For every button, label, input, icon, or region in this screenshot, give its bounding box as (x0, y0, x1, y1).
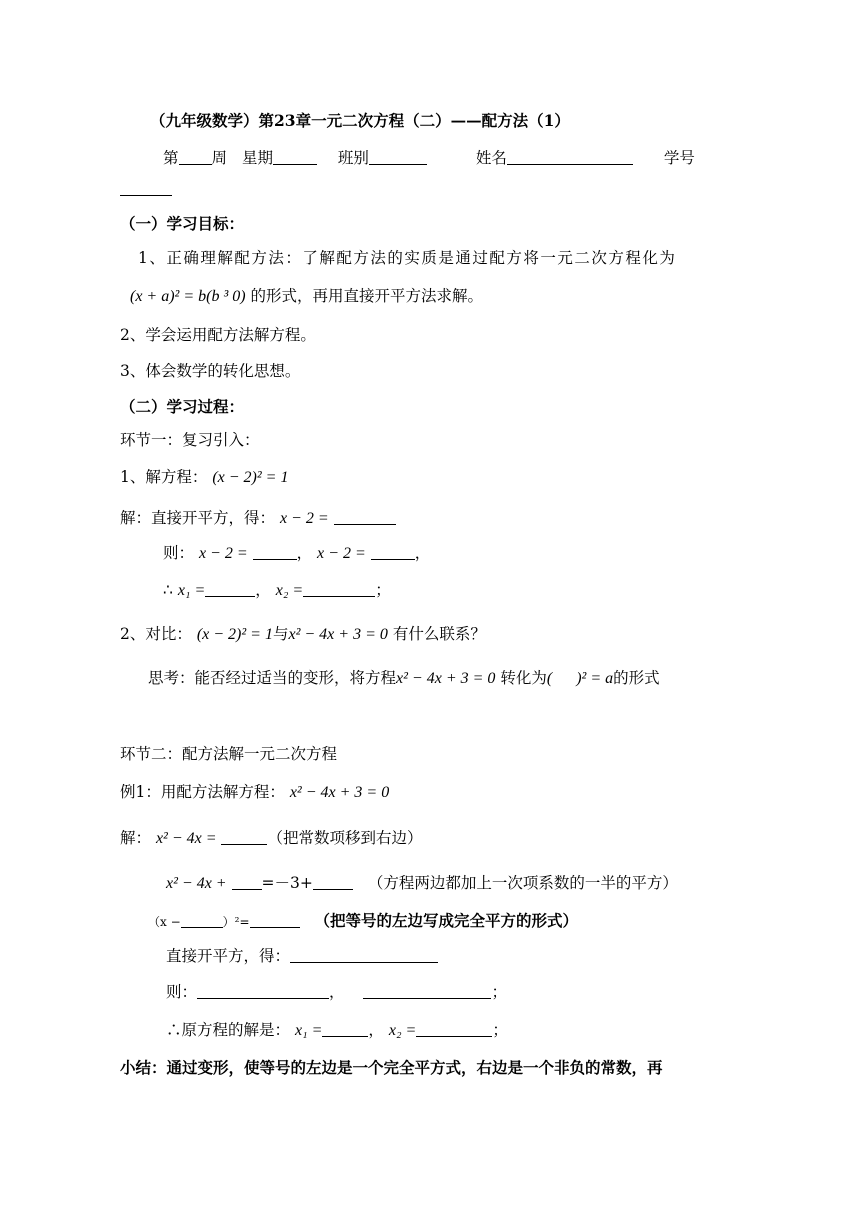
name-field[interactable] (507, 149, 633, 165)
then-equation-1: x − 2 = (198, 545, 248, 562)
example-step-5 (166, 982, 507, 1002)
step-1-equation: x² − 4x = (155, 830, 217, 847)
think-text: 思考：能否经过适当的变形，将方程 (148, 669, 397, 687)
answer-blank[interactable] (334, 509, 396, 525)
weekday-label: 星期 (241, 149, 273, 167)
goal-1-tail: 的形式，再用直接开平方法求解。 (250, 287, 484, 305)
semicolon: ； (375, 581, 391, 599)
class-label: 班别 (337, 149, 369, 167)
step-2-note: （方程两边都加上一次项系数的一半的平方） (367, 874, 678, 892)
question-1-equation: (x − 2)² = 1 (212, 469, 289, 486)
question-2-equation-1: (x − 2)² = 1 (196, 626, 273, 643)
step-3-note: （把等号的左边写成完全平方的形式） (314, 911, 578, 930)
question-2-equation-2: x² − 4x + 3 = 0 (288, 626, 388, 643)
then-label: 则： (163, 544, 195, 562)
x2-label: x₂ = (388, 1022, 417, 1039)
step-3-open: （x − (148, 915, 181, 929)
answer-blank[interactable] (303, 581, 375, 597)
example-step-2 (166, 873, 678, 894)
then-equation-2: x − 2 = (317, 545, 366, 562)
x1-label: x₁ = (294, 1022, 323, 1039)
comma: ， (296, 544, 313, 562)
solution-equation: x − 2 = (279, 510, 329, 527)
answer-blank[interactable] (416, 1021, 492, 1037)
step-2-mid: =－3+ (261, 874, 313, 892)
therefore-symbol: ∴ (163, 581, 173, 599)
week-prefix: 第 (163, 149, 179, 167)
answer-blank[interactable] (363, 983, 491, 999)
answer-blank[interactable] (371, 544, 415, 560)
think-form: ( )² = a (546, 670, 614, 687)
step-1-note: （把常数项移到右边） (267, 829, 423, 847)
answer-blank[interactable] (290, 947, 438, 963)
section-goals-heading: （一）学习目标： (120, 214, 245, 233)
semicolon: ； (491, 983, 507, 1001)
answer-blank[interactable] (205, 581, 255, 597)
example-step-1 (120, 828, 423, 849)
week-suffix: 周 (211, 149, 228, 167)
part-1-title: 环节一：复习引入： (120, 431, 260, 449)
part-2-title: 环节二：配方法解一元二次方程 (120, 745, 338, 763)
solution-step-2 (163, 543, 430, 564)
answer-blank[interactable] (313, 874, 353, 890)
goal-1-formula-line (130, 286, 483, 307)
step-5-label: 则： (166, 983, 198, 1001)
answer-blank[interactable] (250, 912, 300, 928)
comma: ， (414, 544, 431, 562)
class-field[interactable] (369, 149, 427, 165)
example-step-4 (166, 946, 438, 966)
step-3-close: ）²= (222, 915, 250, 929)
answer-blank[interactable] (322, 1021, 368, 1037)
example-step-6 (166, 1020, 508, 1041)
think-mid: 转化为 (500, 669, 547, 687)
solution-label: 解：直接开平方，得： (120, 509, 276, 527)
x1-label: x₁ = (177, 582, 206, 599)
x2-label: x₂ = (275, 582, 304, 599)
semicolon: ； (492, 1021, 508, 1039)
and-word: 与 (272, 625, 289, 643)
solution-step-1 (120, 508, 396, 529)
page-title: （九年级数学）第23章一元二次方程（二）——配方法（1） (150, 111, 570, 130)
step-1-label: 解： (120, 829, 152, 847)
summary-line (120, 1058, 663, 1078)
question-2-tail: 有什么联系？ (392, 625, 486, 643)
think-line (148, 668, 660, 689)
comma: ， (329, 983, 345, 1001)
example-step-3 (148, 911, 578, 932)
step-4-label: 直接开平方，得： (166, 947, 291, 965)
student-no-field[interactable] (120, 180, 172, 196)
section-process-heading: （二）学习过程： (120, 397, 245, 416)
answer-blank[interactable] (181, 912, 223, 928)
question-1-label: 1、解方程： (120, 468, 208, 486)
question-1 (120, 467, 288, 488)
student-no-label: 学号 (663, 149, 695, 167)
comma: ， (368, 1021, 384, 1039)
answer-blank[interactable] (221, 829, 267, 845)
week-field[interactable] (179, 149, 212, 165)
goal-1-formula: (x + a)² = b(b ³ 0) (130, 288, 246, 305)
think-tail: 的形式 (613, 669, 660, 687)
comma: ， (255, 581, 271, 599)
student-info-line (163, 148, 695, 168)
step-2-equation: x² − 4x + (166, 875, 227, 892)
name-label: 姓名 (475, 149, 507, 167)
summary-label: 小结： (120, 1058, 167, 1077)
step-6-label: ∴原方程的解是： (166, 1021, 291, 1039)
summary-text: 通过变形，使等号的左边是一个完全平方式，右边是一个非负的常数，再 (166, 1058, 663, 1077)
answer-blank[interactable] (253, 544, 297, 560)
question-2 (120, 624, 486, 645)
think-equation: x² − 4x + 3 = 0 (396, 670, 496, 687)
example-1-label: 例1：用配方法解方程： (120, 783, 285, 801)
example-1-equation: x² − 4x + 3 = 0 (289, 784, 390, 801)
answer-blank[interactable] (232, 874, 262, 890)
solution-step-3 (163, 580, 391, 601)
goal-1-text: 1、正确理解配方法：了解配方法的实质是通过配方将一元二次方程化为 (138, 249, 677, 267)
example-1 (120, 782, 389, 803)
question-2-label: 2、对比： (120, 625, 192, 643)
answer-blank[interactable] (197, 983, 329, 999)
goal-2: 2、学会运用配方法解方程。 (120, 326, 316, 344)
weekday-field[interactable] (273, 149, 317, 165)
goal-3: 3、体会数学的转化思想。 (120, 362, 301, 380)
